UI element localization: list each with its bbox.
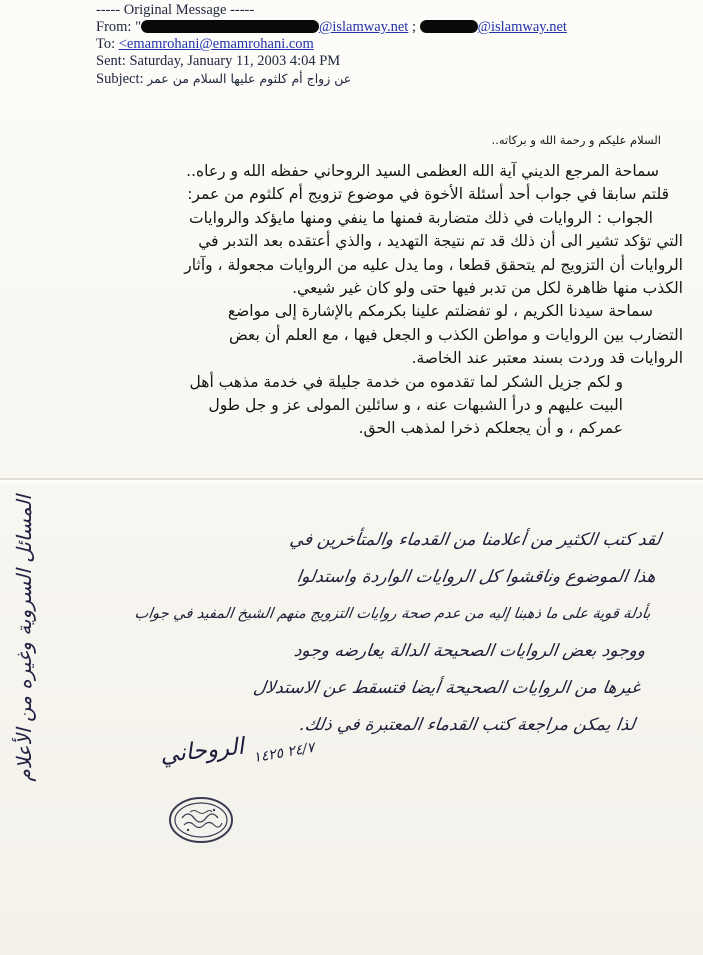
letter-line: سماحة سيدنا الكريم ، لو تفضلتم علينا بكرمكم بالإشارة إلى مواضع	[227, 302, 653, 321]
seal-stamp-icon	[168, 796, 234, 844]
to-email[interactable]: <emamrohani@emamrohani.com	[118, 36, 314, 52]
reply-line: لذا يمكن مراجعة كتب القدماء المعتبرة في ذلك.	[298, 715, 637, 735]
letter-line: التي تؤكد تشير الى أن ذلك قد تم نتيجة التهديد ، والذي أعتقده بعد التدبر في	[198, 232, 683, 251]
letter-line: التضارب بين الروايات و مواطن الكذب و الجعل فيها ، مع العلم أن بعض	[228, 325, 683, 344]
paper-fold-highlight	[0, 480, 703, 484]
letter-line: الروايات قد وردت بسند معتبر عند الخاصة.	[411, 349, 683, 368]
letter-line: سماحة المرجع الديني آية الله العظمى السيد الروحاني حفظه الله و رعاه..	[186, 162, 659, 180]
reply-line: ووجود بعض الروايات الصحيحة الدالة يعارضه وجود	[292, 641, 647, 661]
to-label: To:	[96, 36, 116, 52]
subject-label: Subject:	[96, 71, 144, 87]
letter-line: عمركم ، و أن يجعلكم ذخرا لمذهب الحق.	[358, 419, 623, 438]
letter-greeting: السلام عليكم و رحمة الله و بركاته..	[491, 133, 661, 147]
letter-line: الكذب منها ظاهرة لكل من تدبر فيها حتى ولو كان غير شيعي.	[292, 278, 683, 297]
letter-line: و لكم جزيل الشكر لما تقدموه من خدمة جليلة في خدمة مذهب أهل	[189, 372, 623, 391]
signature: الروحاني	[158, 733, 246, 769]
letter-line: الجواب : الروايات في ذلك متضاربة فمنها ما ينفي ومنها مايؤكد والروايات	[188, 208, 653, 227]
from-email-1[interactable]: @islamway.net	[319, 19, 409, 35]
reply-line: هذا الموضوع وناقشوا كل الروايات الواردة واستدلوا	[295, 567, 658, 587]
subject-value: عن زواج أم كلثوم عليها السلام من عمر	[147, 71, 352, 86]
from-quote: "	[135, 19, 141, 35]
signature-date: ٢٤/٧ ١٤٢٥	[252, 739, 316, 767]
to-row	[96, 36, 656, 53]
from-row	[96, 19, 656, 36]
subject-row	[96, 70, 656, 87]
sent-label: Sent:	[96, 53, 126, 69]
reply-line: لقد كتب الكثير من أعلامنا من القدماء والمتأخرين في	[288, 530, 663, 550]
from-label: From:	[96, 19, 132, 35]
from-separator: ;	[411, 19, 416, 35]
letter-line: البيت عليهم و درأ الشبهات عنه ، و سائلين المولى عز و جل طول	[208, 395, 623, 414]
letter-line: الروايات أن التزويج لم يتحقق قطعا ، وما يدل عليه من الروايات مجعولة ، وآثار	[184, 255, 683, 274]
redacted-block	[141, 20, 319, 33]
letter-line: قلتم سابقا في جواب أحد أسئلة الأخوة في موضوع تزويج أم كلثوم من عمر:	[187, 185, 669, 204]
margin-note: المسائل السروية وغيره من الأعلام	[12, 495, 36, 782]
sent-row	[96, 53, 656, 70]
reply-line: بأدلة قوية على ما ذهبنا إليه من عدم صحة روايات التزويج منهم الشيخ المفيد في جواب	[133, 606, 652, 622]
redacted-block	[420, 20, 478, 33]
original-message-label: ----- Original Message -----	[96, 2, 255, 18]
letter-body	[43, 160, 683, 441]
email-header	[96, 2, 656, 87]
handwritten-reply	[117, 522, 664, 744]
from-email-2[interactable]: @islamway.net	[477, 19, 567, 35]
reply-line: غيرها من الروايات الصحيحة أيضا فتسقط عن الاستدلال	[252, 678, 642, 698]
sent-value: Saturday, January 11, 2003 4:04 PM	[129, 53, 341, 69]
